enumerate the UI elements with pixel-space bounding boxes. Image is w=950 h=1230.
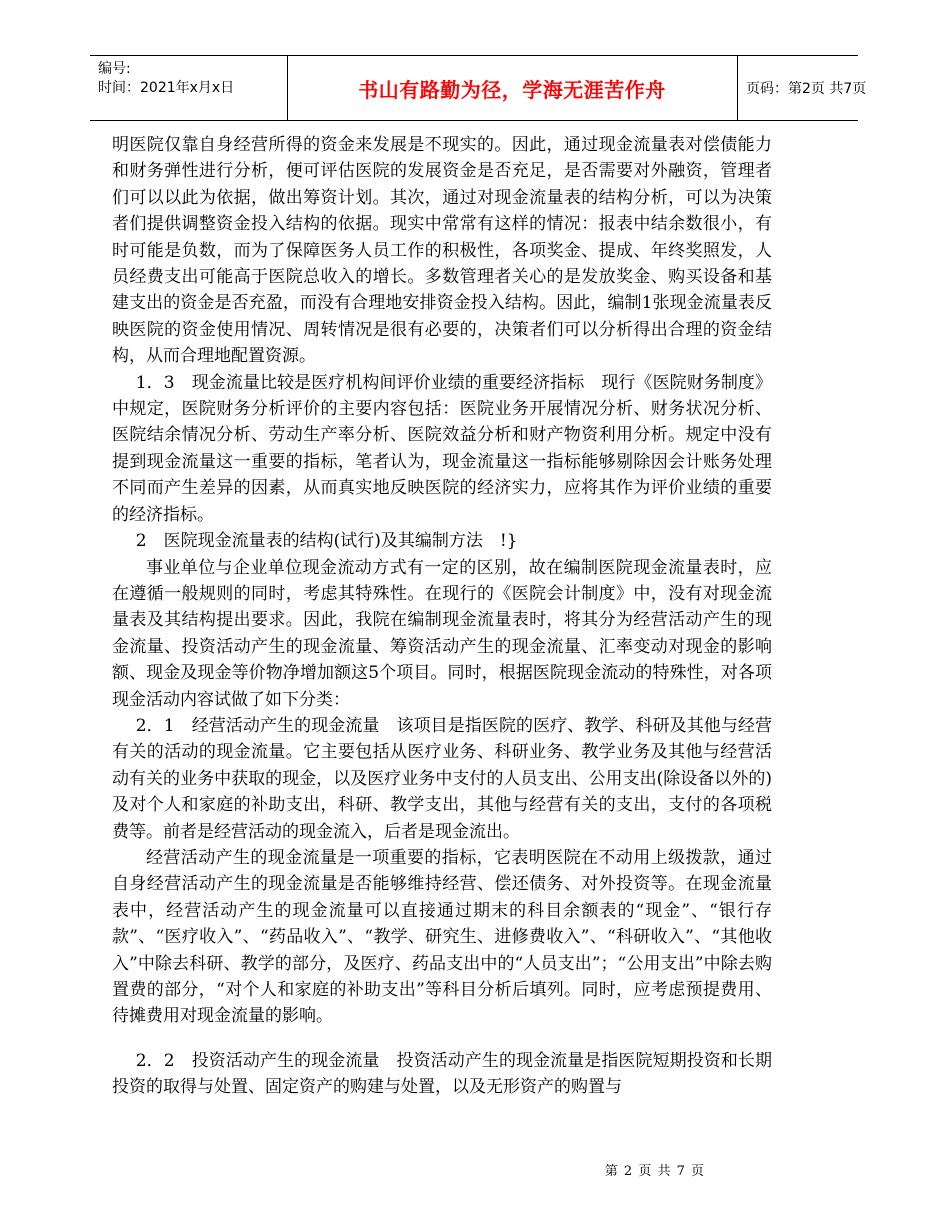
body-paragraph: 事业单位与企业单位现金流动方式有一定的区别，故在编制医院现金流量表时，应在遵循一般规则的同时，考虑其特殊性。在现行的《医院会计制度》中，没有对现金流量表及其结构提出要求。因此，我院在编制现金流量表时，将其分为经营活动产生的现金流量、投资活动产生的现金流量、筹资活动产生的现金流量、汇率变动对现金的影响额、现金及现金等价物净增加额这5个项目。同时，根据医院现金流动的特殊性，对各项现金活动内容试做了如下分类： [112, 557, 772, 710]
body-paragraph: 经营活动产生的现金流量是一项重要的指标，它表明医院在不动用上级拨款，通过自身经营活动产生的现金流量是否能够维持经营、偿还债务、对外投资等。在现金流量表中，经营活动产生的现金流量可以直接通过期末的科目余额表的“现金”、“银行存款”、“医疗收入”、“药品收入”、“教学、研究生、进修费收入”、“科研收入”、“其他收入”中除去科研、教学的部分，及医疗、药品支出中的“人员支出”；“公用支出”中除去购置费的部分，“对个人和家庭的补助支出”等科目分析后填列。同时，应考虑预提费用、待摊费用对现金流量的影响。 [112, 847, 772, 1027]
document-time: 时间：2021年x月x日 [98, 80, 235, 96]
section-2-heading: 2 医院现金流量表的结构(试行)及其编制方法 !} [135, 531, 518, 552]
header-meta [98, 60, 288, 98]
document-body [112, 132, 772, 1101]
header-divider-right [737, 56, 738, 120]
section-2-2-paragraph: 2．2 投资活动产生的现金流量 投资活动产生的现金流量是指医院短期投资和长期投资的取得与处置、固定资产的购建与处置，以及无形资产的购置与 [112, 1050, 772, 1098]
paragraph-spacer [112, 1030, 772, 1048]
page-header [90, 55, 867, 121]
header-page-info: 页码：第2页 共7页 [746, 81, 867, 97]
section-2-1-paragraph: 2．1 经营活动产生的现金流量 该项目是指医院的医疗、教学、科研及其他与经营有关的活动的现金流量。它主要包括从医疗业务、科研业务、教学业务及其他与经营活动有关的业务中获取的现金，以及医疗业务中支付的人员支出、公用支出(除设备以外的)及对个人和家庭的补助支出，科研、教学支出，其他与经营有关的支出，支付的各项税费等。前者是经营活动的现金流入，后者是现金流出。 [112, 715, 772, 842]
section-1-3-paragraph: 1．3 现金流量比较是医疗机构间评价业绩的重要经济指标 现行《医院财务制度》中规定，医院财务分析评价的主要内容包括：医院业务开展情况分析、财务状况分析、医院结余情况分析、劳动生产率分析、医院效益分析和财产物资利用分析。规定中没有提到现金流量这一重要的指标，笔者认为，现金流量这一指标能够剔除因会计账务处理不同而产生差异的因素，从而真实地反映医院的经济实力，应将其作为评价业绩的重要的经济指标。 [112, 372, 772, 525]
document-number-label: 编号: [98, 61, 131, 77]
header-motto: 书山有路勤为径，学海无涯苦作舟 [358, 77, 666, 102]
body-paragraph: 明医院仅靠自身经营所得的资金来发展是不现实的。因此，通过现金流量表对偿债能力和财务弹性进行分析，便可评估医院的发展资金是否充足，是否需要对外融资，管理者们可以以此为依据，做出筹资计划。其次，通过对现金流量表的结构分析，可以为决策者们提供调整资金投入结构的依据。现实中常常有这样的情况：报表中结余数很小，有时可能是负数，而为了保障医务人员工作的积极性，各项奖金、提成、年终奖照发，人员经费支出可能高于医院总收入的增长。多数管理者关心的是发放奖金、购买设备和基建支出的资金是否充盈，而没有合理地安排资金投入结构。因此，编制1张现金流量表反映医院的资金使用情况、周转情况是很有必要的，决策者们可以分析得出合理的资金结构，从而合理地配置资源。 [112, 135, 772, 367]
page-footer: 第 2 页 共 7 页 [604, 1164, 705, 1179]
